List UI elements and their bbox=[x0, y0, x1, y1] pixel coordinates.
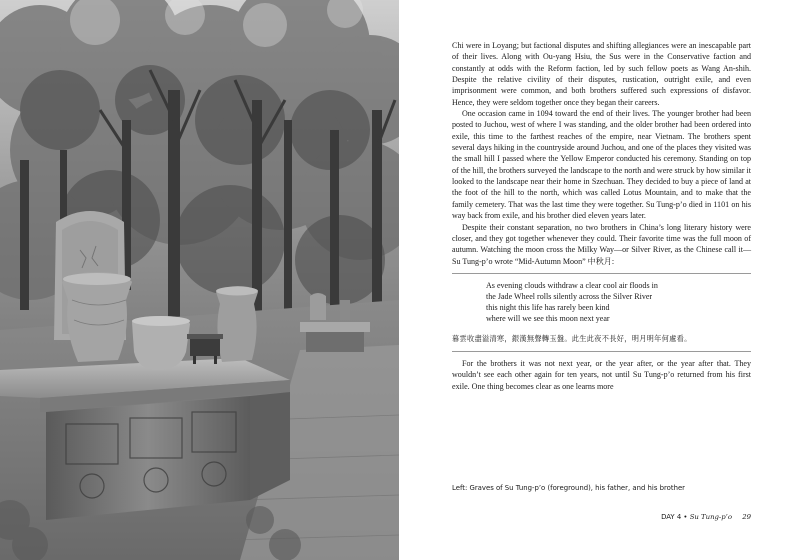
stone-graves-photo bbox=[0, 0, 399, 560]
poem-block bbox=[486, 280, 751, 325]
poem-chinese-text: 暮雲收盡溢清寒，銀漢無聲轉玉盤。此生此夜不長好，明月明年何處看。 bbox=[452, 334, 692, 343]
poem-bottom-divider bbox=[452, 351, 751, 352]
poem-line: this night this life has rarely been kind bbox=[486, 303, 610, 313]
body-text bbox=[452, 40, 751, 392]
poem-line: As evening clouds withdraw a clear cool air floods in bbox=[486, 280, 658, 290]
poem-line: the Jade Wheel rolls silently across the Silver River bbox=[486, 292, 653, 302]
footer-bullet: • bbox=[683, 513, 688, 521]
photo-illustration bbox=[0, 0, 399, 560]
poem-top-divider bbox=[452, 273, 751, 274]
paragraph-2: One occasion came in 1094 toward the end of their lives. The younger brother had been posted to Juchou, west of where I was standing, and the older brother had been ordered into exile, this time to the farthest reaches of the empire, near Vietnam. The brothers spent several days hiking in the countryside around Juchou, and one of the places they visited was the small hill I passed where the Yellow Emperor conducted his ceremony. Standing on top of the hill, the brothers surveyed the landscape to the north and were struck by how similar it looked to the landscape near their home in Szechuan. They decided to buy a piece of land at the foot of the hill to the north, which was called Lotus Mountain, and to make that the family cemetery. That was the last time they were together. Su Tung-p’o died in 1101 on his way back from exile, and his brother died eleven years later. bbox=[452, 109, 751, 221]
running-footer bbox=[661, 513, 751, 521]
footer-title: Su Tung-p’o bbox=[689, 513, 733, 521]
footer-section: DAY 4 bbox=[661, 513, 682, 521]
poem-line: where will we see this moon next year bbox=[486, 314, 610, 324]
text-page bbox=[399, 0, 800, 560]
paragraph-1: Chi were in Loyang; but factional disputes and shifting allegiances were an inescapable part of their lives. Along with Ou-yang Hsiu, the Sus were in the Conservative faction and constantly at odds with the Reform faction, led by such fellow poets as Wang An-shih. Despite the relative civility of their disputes, rustication, outright exile, and even imprisonment were common, and both brothers suffered such expressions of disfavor. Hence, they were seldom together once they began their careers. bbox=[452, 41, 751, 107]
paragraph-4: For the brothers it was not next year, or the year after, or the year after that. They wouldn’t see each other again for ten years, not until Su Tung-p’o returned from his first exile. One thing becomes clear as one learns more bbox=[452, 359, 751, 391]
page-number: 29 bbox=[742, 513, 751, 521]
paragraph-3: Despite their constant separation, no two brothers in China’s long literary history were closer, and they got together whenever they could. Their favorite time was the full moon of autumn. Watching the moon cross the Milky Way—or Silver River, as the Chinese call it—Su Tung-p’o wrote “Mid-Autumn Moon” 中秋月: bbox=[452, 222, 751, 266]
photo-caption: Left: Graves of Su Tung-p’o (foreground), his father, and his brother bbox=[452, 484, 686, 492]
